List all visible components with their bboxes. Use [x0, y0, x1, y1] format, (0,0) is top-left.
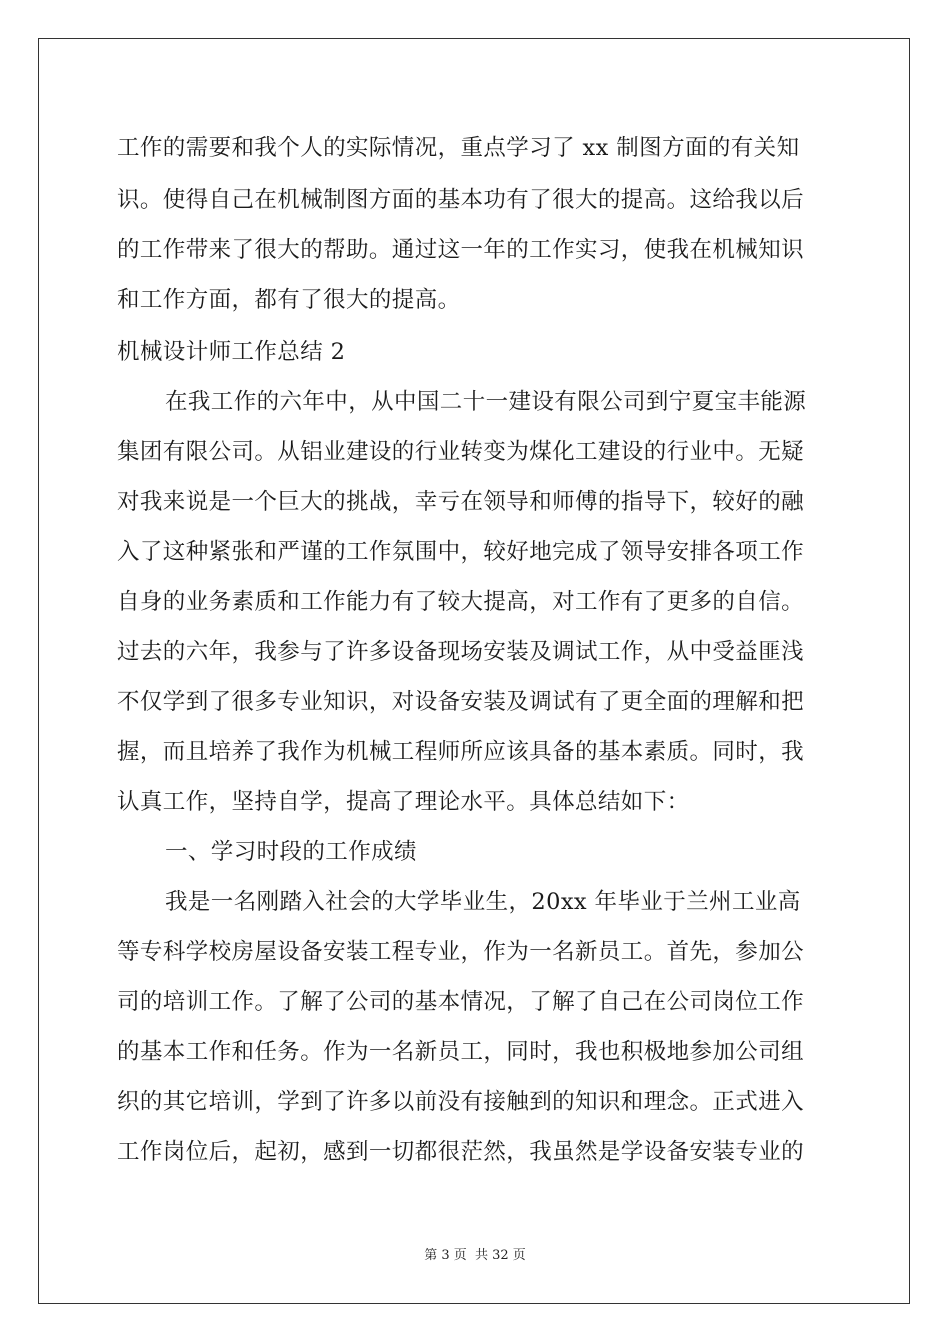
body-line: 和工作方面，都有了很大的提高。 [117, 287, 461, 313]
body-line: 握，而且培养了我作为机械工程师所应该具备的基本素质。同时，我 [117, 739, 805, 765]
body-line: 集团有限公司。从铝业建设的行业转变为煤化工建设的行业中。无疑 [117, 439, 805, 465]
body-line: 司的培训工作。了解了公司的基本情况，了解了自己在公司岗位工作 [117, 989, 805, 1015]
body-line: 认真工作，坚持自学，提高了理论水平。具体总结如下： [117, 789, 690, 815]
body-line: 的工作带来了很大的帮助。通过这一年的工作实习，使我在机械知识 [117, 237, 805, 263]
body-line: 对我来说是一个巨大的挑战，幸亏在领导和师傅的指导下，较好的融 [117, 489, 805, 515]
body-line: 的基本工作和任务。作为一名新员工，同时，我也积极地参加公司组 [117, 1039, 805, 1065]
body-line: 识。使得自己在机械制图方面的基本功有了很大的提高。这给我以后 [117, 187, 805, 213]
section-heading: 机械设计师工作总结 2 [117, 339, 346, 365]
subsection-heading: 一、学习时段的工作成绩 [165, 839, 417, 865]
body-line: 不仅学到了很多专业知识，对设备安装及调试有了更全面的理解和把 [117, 689, 805, 715]
body-line: 入了这种紧张和严谨的工作氛围中，较好地完成了领导安排各项工作 [117, 539, 805, 565]
page-footer [0, 1244, 950, 1263]
page-total: 共 32 页 [474, 1248, 526, 1263]
body-line: 工作的需要和我个人的实际情况，重点学习了 xx 制图方面的有关知 [117, 135, 800, 161]
body-line: 等专科学校房屋设备安装工程专业，作为一名新员工。首先，参加公 [117, 939, 805, 965]
body-line: 过去的六年，我参与了许多设备现场安装及调试工作，从中受益匪浅 [117, 639, 805, 665]
body-line: 织的其它培训，学到了许多以前没有接触到的知识和理念。正式进入 [117, 1089, 805, 1115]
body-line: 自身的业务素质和工作能力有了较大提高，对工作有了更多的自信。 [117, 589, 805, 615]
body-line: 我是一名刚踏入社会的大学毕业生，20xx 年毕业于兰州工业高 [165, 889, 801, 915]
page-number: 第 3 页 [424, 1248, 467, 1263]
body-line: 在我工作的六年中，从中国二十一建设有限公司到宁夏宝丰能源 [165, 389, 807, 415]
body-line: 工作岗位后，起初，感到一切都很茫然，我虽然是学设备安装专业的 [117, 1139, 805, 1165]
